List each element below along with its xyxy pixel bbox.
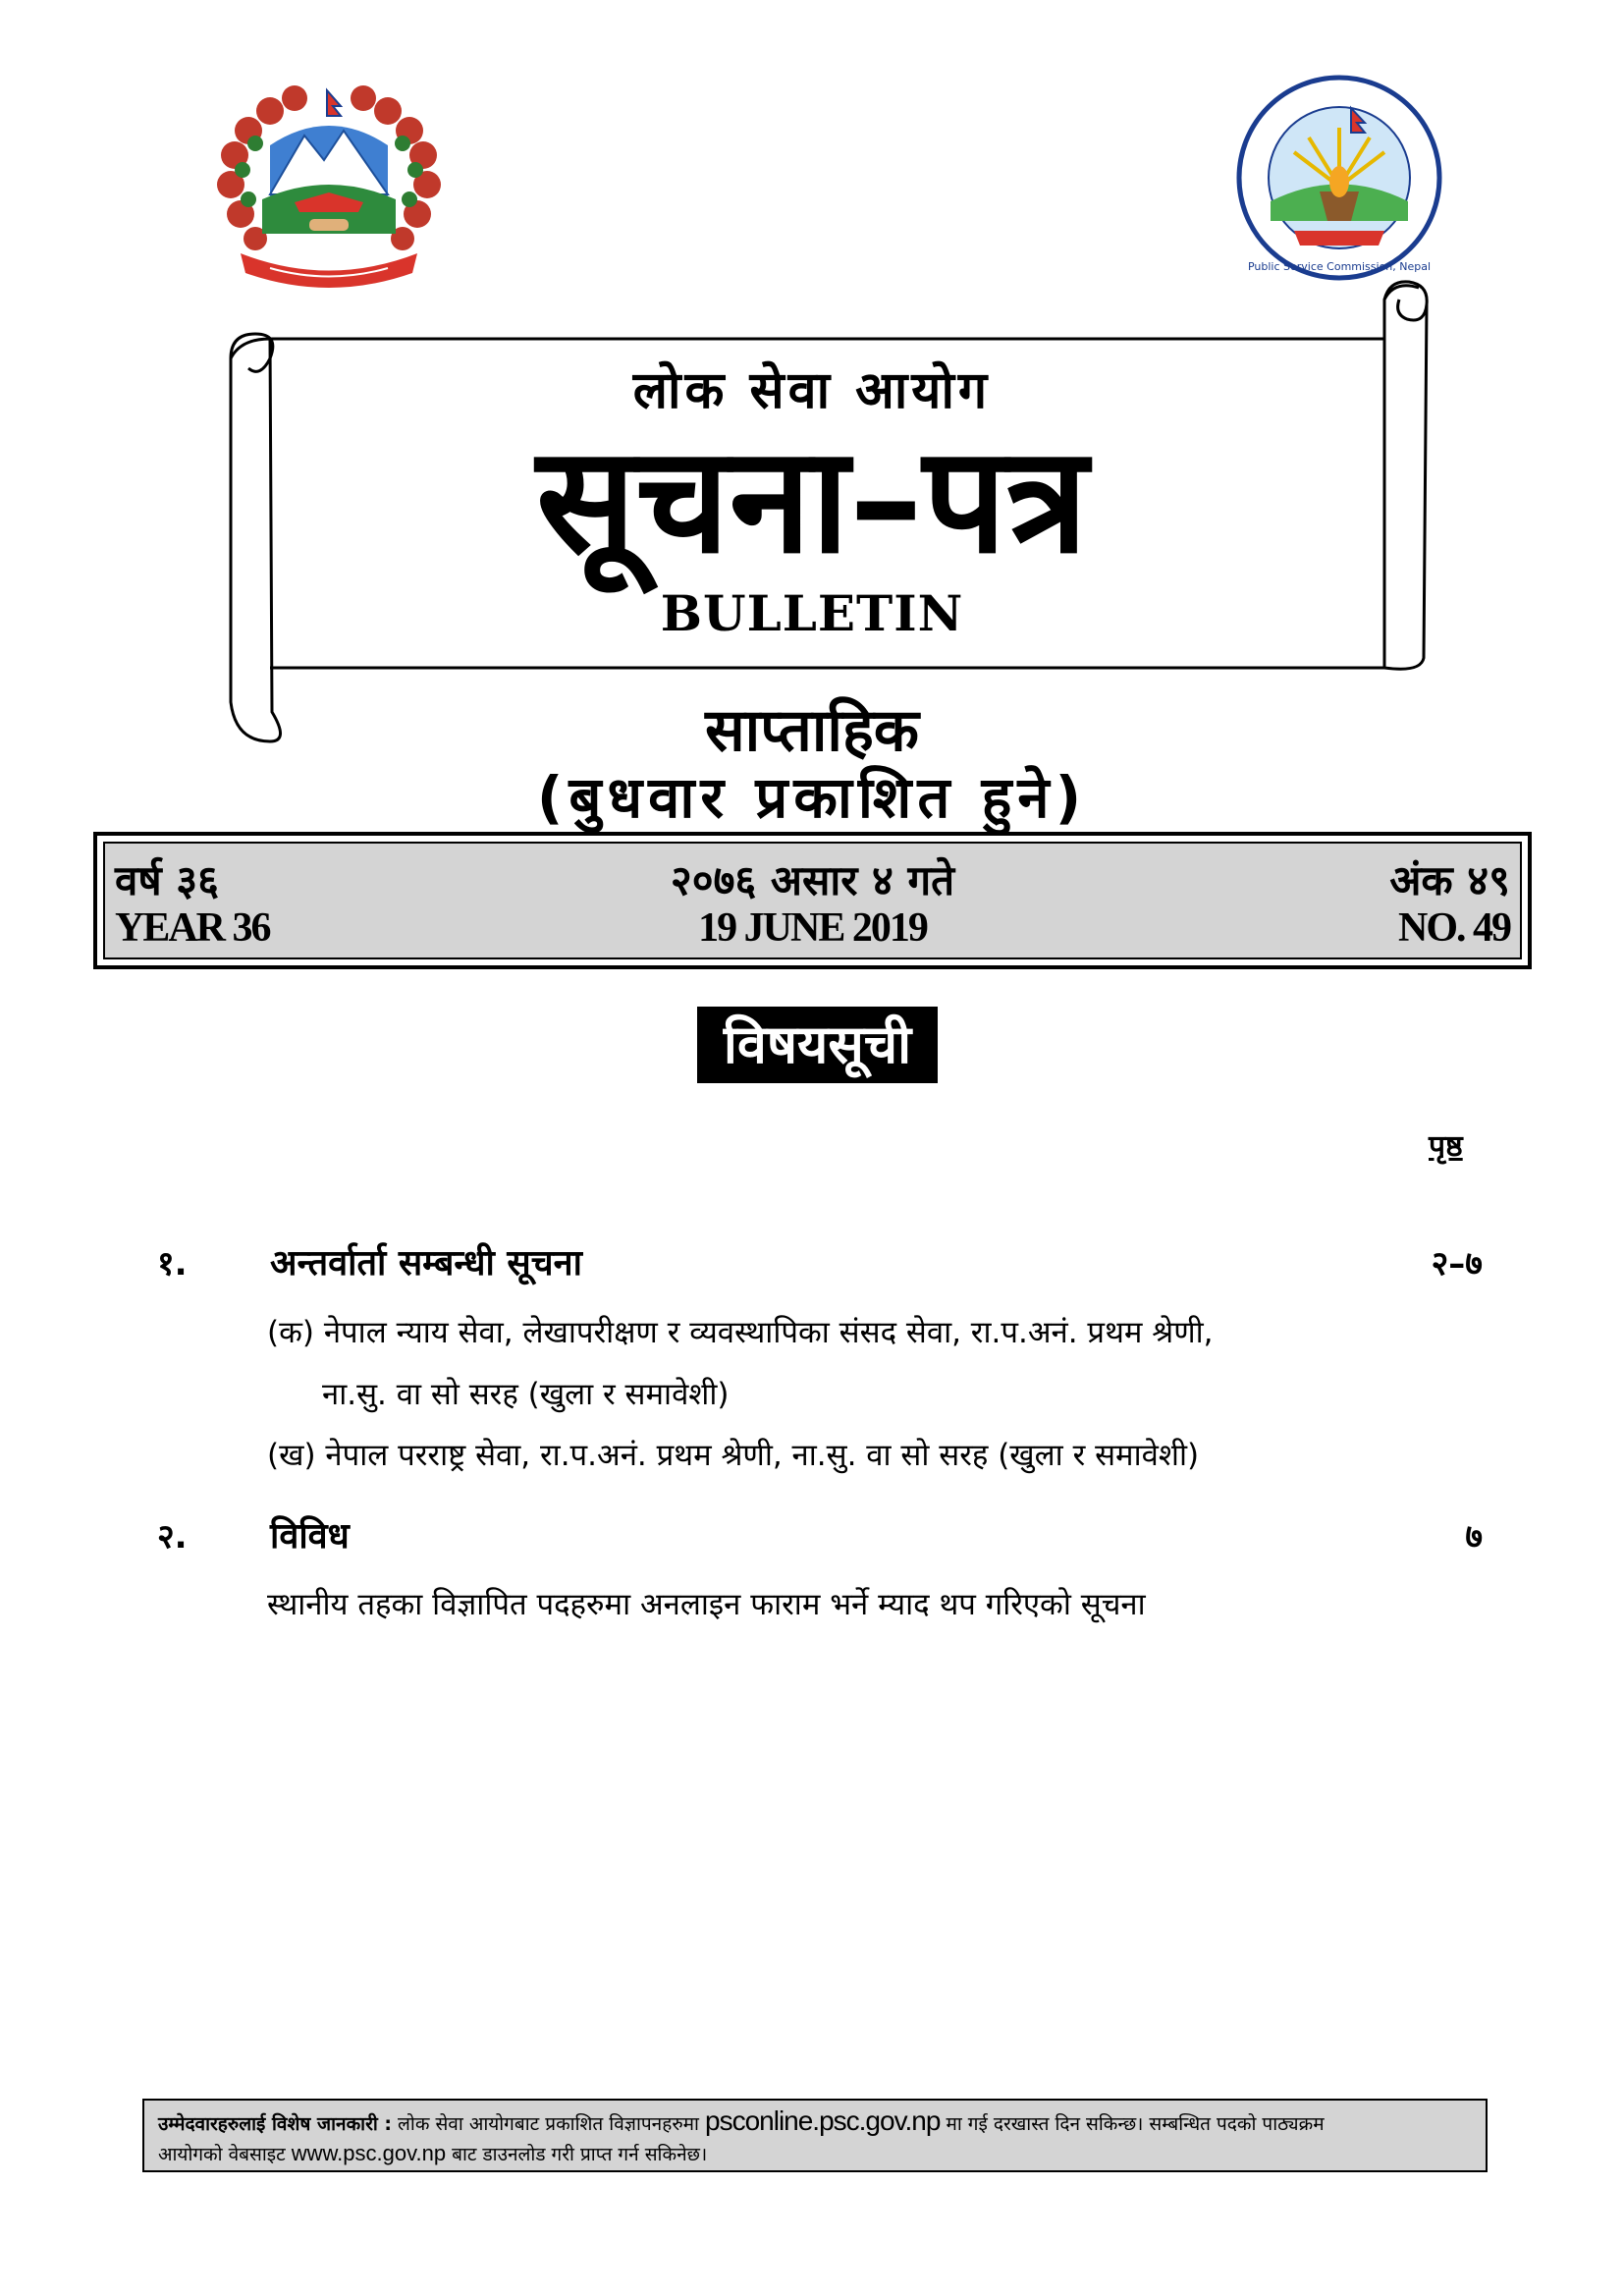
issue-info-bar bbox=[93, 832, 1532, 969]
publication-day-label: (बुधवार प्रकाशित हुने) bbox=[536, 764, 1088, 831]
candidate-notice-box bbox=[142, 2099, 1488, 2172]
issue-english: NO. 49 bbox=[1398, 905, 1510, 951]
notice-text-2: मा गई दरखास्त दिन सकिन्छ। सम्बन्धित पदको पाठ्यक्रम bbox=[940, 2113, 1325, 2135]
toc-item-1-subitem-1: (क) नेपाल न्याय सेवा, लेखापरीक्षण र व्यवस्थापिका संसद सेवा, रा.प.अनं. प्रथम श्रेणी, bbox=[267, 1315, 1214, 1350]
toc-item-1-title: अन्तर्वार्ता सम्बन्धी सूचना bbox=[270, 1243, 582, 1284]
public-service-commission-logo-icon bbox=[1235, 74, 1443, 282]
psc-website-link[interactable]: www.psc.gov.np bbox=[291, 2141, 447, 2165]
issue-nepali: अंक ४९ bbox=[1389, 856, 1510, 904]
notice-lead: उम्मेदवारहरुलाई विशेष जानकारी : bbox=[158, 2113, 392, 2135]
psconline-link[interactable]: psconline.psc.gov.np bbox=[705, 2105, 941, 2136]
date-english: 19 JUNE 2019 bbox=[698, 905, 927, 951]
date-nepali: २०७६ असार ४ गते bbox=[670, 856, 955, 904]
toc-item-1-pages: २–७ bbox=[1431, 1244, 1483, 1284]
notice-text-3: आयोगको वेबसाइट bbox=[158, 2144, 292, 2165]
page-title: सूचना–पत्र bbox=[536, 415, 1088, 586]
toc-item-2-subitem-1: स्थानीय तहका विज्ञापित पदहरुमा अनलाइन फाराम भर्ने म्याद थप गरिएको सूचना bbox=[267, 1587, 1146, 1622]
toc-item-1-subitem-1-cont: ना.सु. वा सो सरह (खुला र समावेशी) bbox=[322, 1377, 730, 1412]
nepal-coat-of-arms-icon bbox=[201, 77, 457, 293]
toc-item-2-number: २. bbox=[157, 1517, 188, 1557]
toc-item-1-subitem-2: (ख) नेपाल परराष्ट्र सेवा, रा.प.अनं. प्रथम श्रेणी, ना.सु. वा सो सरह (खुला र समावेशी) bbox=[267, 1438, 1200, 1473]
year-english: YEAR 36 bbox=[115, 905, 270, 951]
frequency-label: साप्ताहिक bbox=[705, 696, 919, 765]
page-subtitle-english: BULLETIN bbox=[660, 584, 964, 642]
page-column-label: पृष्ठ bbox=[1429, 1129, 1463, 1164]
logo-caption: Public Service Commission, Nepal bbox=[1247, 260, 1432, 273]
notice-text-4: बाट डाउनलोड गरी प्राप्त गर्न सकिनेछ। bbox=[446, 2144, 708, 2165]
year-nepali: वर्ष ३६ bbox=[115, 856, 219, 904]
contents-heading: विषयसूची bbox=[697, 1007, 938, 1083]
notice-text-1: लोक सेवा आयोगबाट प्रकाशित विज्ञापनहरुमा bbox=[391, 2113, 705, 2135]
toc-item-2-pages: ७ bbox=[1465, 1517, 1483, 1557]
org-name: लोक सेवा आयोग bbox=[632, 361, 992, 420]
toc-item-2-title: विविध bbox=[270, 1516, 350, 1557]
toc-item-1-number: १. bbox=[157, 1244, 188, 1284]
